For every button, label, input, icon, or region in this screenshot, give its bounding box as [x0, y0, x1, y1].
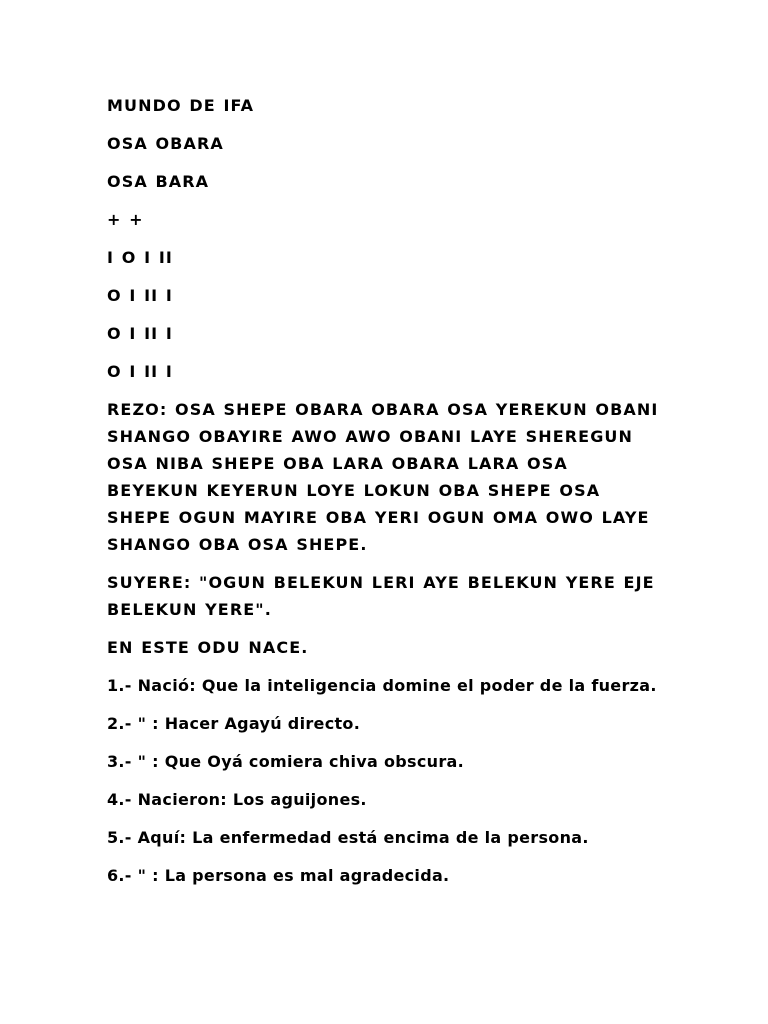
list-item: 6.- " : La persona es mal agradecida. — [107, 866, 450, 885]
doc-title: MUNDO DE IFA — [107, 96, 255, 115]
odu-name: OSA OBARA — [107, 134, 224, 153]
list-item: 2.- " : Hacer Agayú directo. — [107, 714, 361, 733]
odu-signs: + + — [107, 210, 144, 229]
section-heading: EN ESTE ODU NACE. — [107, 638, 309, 657]
odu-mark-row: O I II I — [107, 362, 173, 381]
odu-mark-row: O I II I — [107, 324, 173, 343]
list-item: 4.- Nacieron: Los aguijones. — [107, 790, 367, 809]
list-item: 1.- Nació: Que la inteligencia domine el poder de la fuerza. — [107, 676, 657, 695]
list-item: 3.- " : Que Oyá comiera chiva obscura. — [107, 752, 465, 771]
suyere-paragraph: SUYERE: "OGUN BELEKUN LERI AYE BELEKUN YERE EJE BELEKUN YERE". — [107, 573, 655, 619]
odu-alt-name: OSA BARA — [107, 172, 210, 191]
odu-mark-row: I O I II — [107, 248, 173, 267]
rezo-paragraph: REZO: OSA SHEPE OBARA OBARA OSA YEREKUN OBANI SHANGO OBAYIRE AWO AWO OBANI LAYE SHEREGUN OSA NIBA SHEPE OBA LARA OBARA LARA OSA BEYEKUN KEYERUN LOYE LOKUN OBA SHEPE OSA SHEPE OGUN MAYIRE OBA YERI OGUN OMA OWO LAYE SHANGO OBA OSA SHEPE. — [107, 400, 659, 554]
odu-mark-row: O I II I — [107, 286, 173, 305]
document-body — [107, 92, 667, 900]
list-item: 5.- Aquí: La enfermedad está encima de la persona. — [107, 828, 589, 847]
